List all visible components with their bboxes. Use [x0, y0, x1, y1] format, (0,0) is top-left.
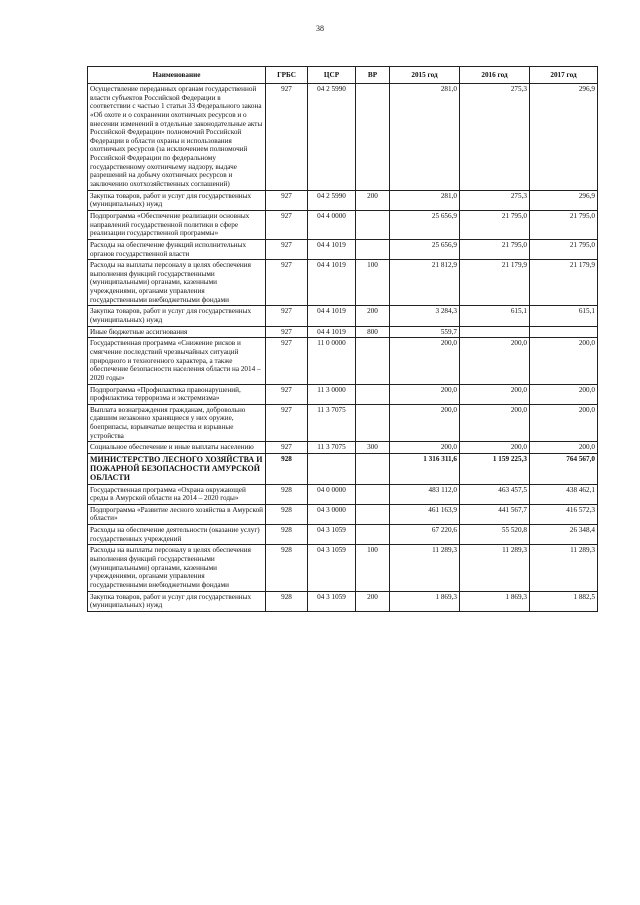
table-row: [88, 591, 598, 611]
cell-2017: 438 462,1: [530, 484, 598, 504]
cell-name: Государственная программа «Охрана окружающей среды в Амурской области на 2014 – 2020 годы»: [88, 484, 266, 504]
cell-vr: 800: [356, 326, 390, 338]
cell-vr: [356, 453, 390, 484]
cell-grbs: 928: [266, 453, 308, 484]
cell-vr: 200: [356, 306, 390, 326]
cell-2017: 615,1: [530, 306, 598, 326]
cell-vr: [356, 384, 390, 404]
cell-2017: 200,0: [530, 384, 598, 404]
cell-2015: 200,0: [390, 384, 460, 404]
table-row: [88, 442, 598, 454]
cell-name: Закупка товаров, работ и услуг для государственных (муниципальных) нужд: [88, 591, 266, 611]
cell-vr: 200: [356, 190, 390, 210]
cell-csr: [308, 453, 356, 484]
table-row: [88, 239, 598, 259]
cell-2016: 1 159 225,3: [460, 453, 530, 484]
cell-name: Закупка товаров, работ и услуг для государственных (муниципальных) нужд: [88, 190, 266, 210]
cell-grbs: 927: [266, 384, 308, 404]
cell-2017: 1 882,5: [530, 591, 598, 611]
cell-2015: 483 112,0: [390, 484, 460, 504]
cell-name: Расходы на выплаты персоналу в целях обеспечения выполнения функций государственными (муниципальными) органами, казенными учреждениями, органами управления государственными внебюджетными фондами: [88, 545, 266, 591]
header-2015: 2015 год: [390, 67, 460, 84]
cell-2015: 21 812,9: [390, 260, 460, 306]
cell-2016: 21 179,9: [460, 260, 530, 306]
cell-name: Государственная программа «Снижение рисков и смягчение последствий чрезвычайных ситуаций природного и техногенного характера, а также обеспечение безопасности населения области на 2014 – 2020 годы»: [88, 338, 266, 384]
table-row: [88, 525, 598, 545]
cell-2017: 26 348,4: [530, 525, 598, 545]
cell-2017: 21 795,0: [530, 210, 598, 239]
cell-vr: [356, 484, 390, 504]
cell-2016: 21 795,0: [460, 239, 530, 259]
cell-2016: 200,0: [460, 384, 530, 404]
cell-name: Выплата вознаграждения гражданам, добровольно сдавшим незаконно хранящиеся у них оружие, боеприпасы, взрывчатые вещества и взрывные устройства: [88, 404, 266, 442]
cell-csr: 04 4 1019: [308, 260, 356, 306]
cell-2016: 21 795,0: [460, 210, 530, 239]
table-row: [88, 210, 598, 239]
cell-csr: 04 0 0000: [308, 484, 356, 504]
cell-name: Иные бюджетные ассигнования: [88, 326, 266, 338]
cell-grbs: 927: [266, 239, 308, 259]
cell-vr: [356, 84, 390, 191]
cell-grbs: 928: [266, 545, 308, 591]
page-number: 38: [316, 24, 324, 33]
cell-vr: [356, 239, 390, 259]
cell-2015: 1 869,3: [390, 591, 460, 611]
cell-vr: [356, 404, 390, 442]
header-name: Наименование: [88, 67, 266, 84]
cell-2016: 441 567,7: [460, 504, 530, 524]
table-row: [88, 84, 598, 191]
cell-csr: 04 4 1019: [308, 306, 356, 326]
cell-2017: 21 179,9: [530, 260, 598, 306]
table-row: [88, 545, 598, 591]
cell-vr: 300: [356, 442, 390, 454]
cell-2017: 296,9: [530, 190, 598, 210]
cell-name: Социальное обеспечение и иные выплаты населению: [88, 442, 266, 454]
cell-2017: 21 795,0: [530, 239, 598, 259]
table-row: [88, 504, 598, 524]
cell-grbs: 927: [266, 338, 308, 384]
cell-2017: 764 567,0: [530, 453, 598, 484]
cell-2017: [530, 326, 598, 338]
cell-2015: 25 656,9: [390, 210, 460, 239]
cell-2016: [460, 326, 530, 338]
cell-csr: 04 4 1019: [308, 326, 356, 338]
cell-2017: 200,0: [530, 404, 598, 442]
cell-2015: 559,7: [390, 326, 460, 338]
cell-2015: 200,0: [390, 404, 460, 442]
cell-2017: 200,0: [530, 442, 598, 454]
cell-2015: 461 163,9: [390, 504, 460, 524]
cell-name: Расходы на выплаты персоналу в целях обеспечения выполнения функций государственными (муниципальными) органами, казенными учреждениями, органами управления государственными внебюджетными фондами: [88, 260, 266, 306]
cell-csr: 04 3 1059: [308, 525, 356, 545]
cell-name: Осуществление переданных органам государственной власти субъектов Российской Федерации в соответствии с частью 1 статьи 33 Федерального закона «Об охоте и о сохранении охотничьих ресурсов и о внесении изменений в отдельные законодательные акты Российской Федерации» полномочий Российской Федерации в области охраны и использования охотничьих ресурсов (за исключением полномочий Российской Федерации по федеральному государственному охотничьему надзору, выдаче разрешений на добычу охотничьих ресурсов и заключению охотхозяйственных соглашений): [88, 84, 266, 191]
cell-2017: 200,0: [530, 338, 598, 384]
cell-csr: 11 0 0000: [308, 338, 356, 384]
cell-csr: 04 2 5990: [308, 190, 356, 210]
cell-2015: 200,0: [390, 442, 460, 454]
cell-grbs: 927: [266, 326, 308, 338]
cell-csr: 04 2 5990: [308, 84, 356, 191]
cell-name: Подпрограмма «Обеспечение реализации основных направлений государственной политики в сфере реализации государственной программы»: [88, 210, 266, 239]
cell-csr: 04 4 1019: [308, 239, 356, 259]
header-2016: 2016 год: [460, 67, 530, 84]
cell-vr: [356, 210, 390, 239]
cell-grbs: 927: [266, 210, 308, 239]
cell-vr: 100: [356, 260, 390, 306]
cell-vr: [356, 525, 390, 545]
cell-csr: 11 3 7075: [308, 404, 356, 442]
cell-name: Закупка товаров, работ и услуг для государственных (муниципальных) нужд: [88, 306, 266, 326]
cell-name: Расходы на обеспечение функций исполнительных органов государственной власти: [88, 239, 266, 259]
cell-csr: 04 3 1059: [308, 591, 356, 611]
cell-grbs: 927: [266, 306, 308, 326]
cell-name: Подпрограмма «Развитие лесного хозяйства в Амурской области»: [88, 504, 266, 524]
cell-grbs: 927: [266, 84, 308, 191]
cell-2017: 416 572,3: [530, 504, 598, 524]
table-row: [88, 190, 598, 210]
cell-name: МИНИСТЕРСТВО ЛЕСНОГО ХОЗЯЙСТВА И ПОЖАРНОЙ БЕЗОПАСНОСТИ АМУРСКОЙ ОБЛАСТИ: [88, 453, 266, 484]
cell-2016: 200,0: [460, 404, 530, 442]
table-header: [88, 67, 598, 84]
cell-2016: 200,0: [460, 338, 530, 384]
table-row: [88, 260, 598, 306]
cell-vr: 100: [356, 545, 390, 591]
table-row: [88, 384, 598, 404]
cell-2015: 281,0: [390, 84, 460, 191]
header-csr: ЦСР: [308, 67, 356, 84]
cell-grbs: 927: [266, 260, 308, 306]
table-row: [88, 338, 598, 384]
header-vr: ВР: [356, 67, 390, 84]
cell-2016: 11 289,3: [460, 545, 530, 591]
table-row: [88, 484, 598, 504]
table-row: [88, 326, 598, 338]
table-body: [88, 84, 598, 612]
cell-2017: 11 289,3: [530, 545, 598, 591]
cell-2016: 200,0: [460, 442, 530, 454]
cell-csr: 04 3 1059: [308, 545, 356, 591]
header-2017: 2017 год: [530, 67, 598, 84]
cell-2015: 11 289,3: [390, 545, 460, 591]
cell-csr: 11 3 7075: [308, 442, 356, 454]
cell-2015: 25 656,9: [390, 239, 460, 259]
cell-grbs: 928: [266, 591, 308, 611]
cell-2016: 463 457,5: [460, 484, 530, 504]
cell-vr: 200: [356, 591, 390, 611]
cell-name: Подпрограмма «Профилактика правонарушений, профилактика терроризма и экстремизма»: [88, 384, 266, 404]
cell-2016: 615,1: [460, 306, 530, 326]
cell-2017: 296,9: [530, 84, 598, 191]
table-row: [88, 306, 598, 326]
cell-csr: 04 3 0000: [308, 504, 356, 524]
cell-2015: 281,0: [390, 190, 460, 210]
budget-table: [87, 66, 598, 612]
cell-vr: [356, 338, 390, 384]
cell-2016: 275,3: [460, 84, 530, 191]
cell-2015: 1 316 311,6: [390, 453, 460, 484]
cell-grbs: 927: [266, 442, 308, 454]
cell-grbs: 928: [266, 484, 308, 504]
cell-2016: 275,3: [460, 190, 530, 210]
cell-csr: 04 4 0000: [308, 210, 356, 239]
cell-csr: 11 3 0000: [308, 384, 356, 404]
cell-grbs: 927: [266, 404, 308, 442]
cell-grbs: 928: [266, 525, 308, 545]
cell-2015: 3 284,3: [390, 306, 460, 326]
cell-2016: 55 520,8: [460, 525, 530, 545]
cell-2015: 200,0: [390, 338, 460, 384]
cell-name: Расходы на обеспечение деятельности (оказание услуг) государственных учреждений: [88, 525, 266, 545]
cell-vr: [356, 504, 390, 524]
table-row: [88, 404, 598, 442]
cell-2016: 1 869,3: [460, 591, 530, 611]
table-row-ministry: [88, 453, 598, 484]
cell-2015: 67 220,6: [390, 525, 460, 545]
header-grbs: ГРБС: [266, 67, 308, 84]
cell-grbs: 928: [266, 504, 308, 524]
cell-grbs: 927: [266, 190, 308, 210]
